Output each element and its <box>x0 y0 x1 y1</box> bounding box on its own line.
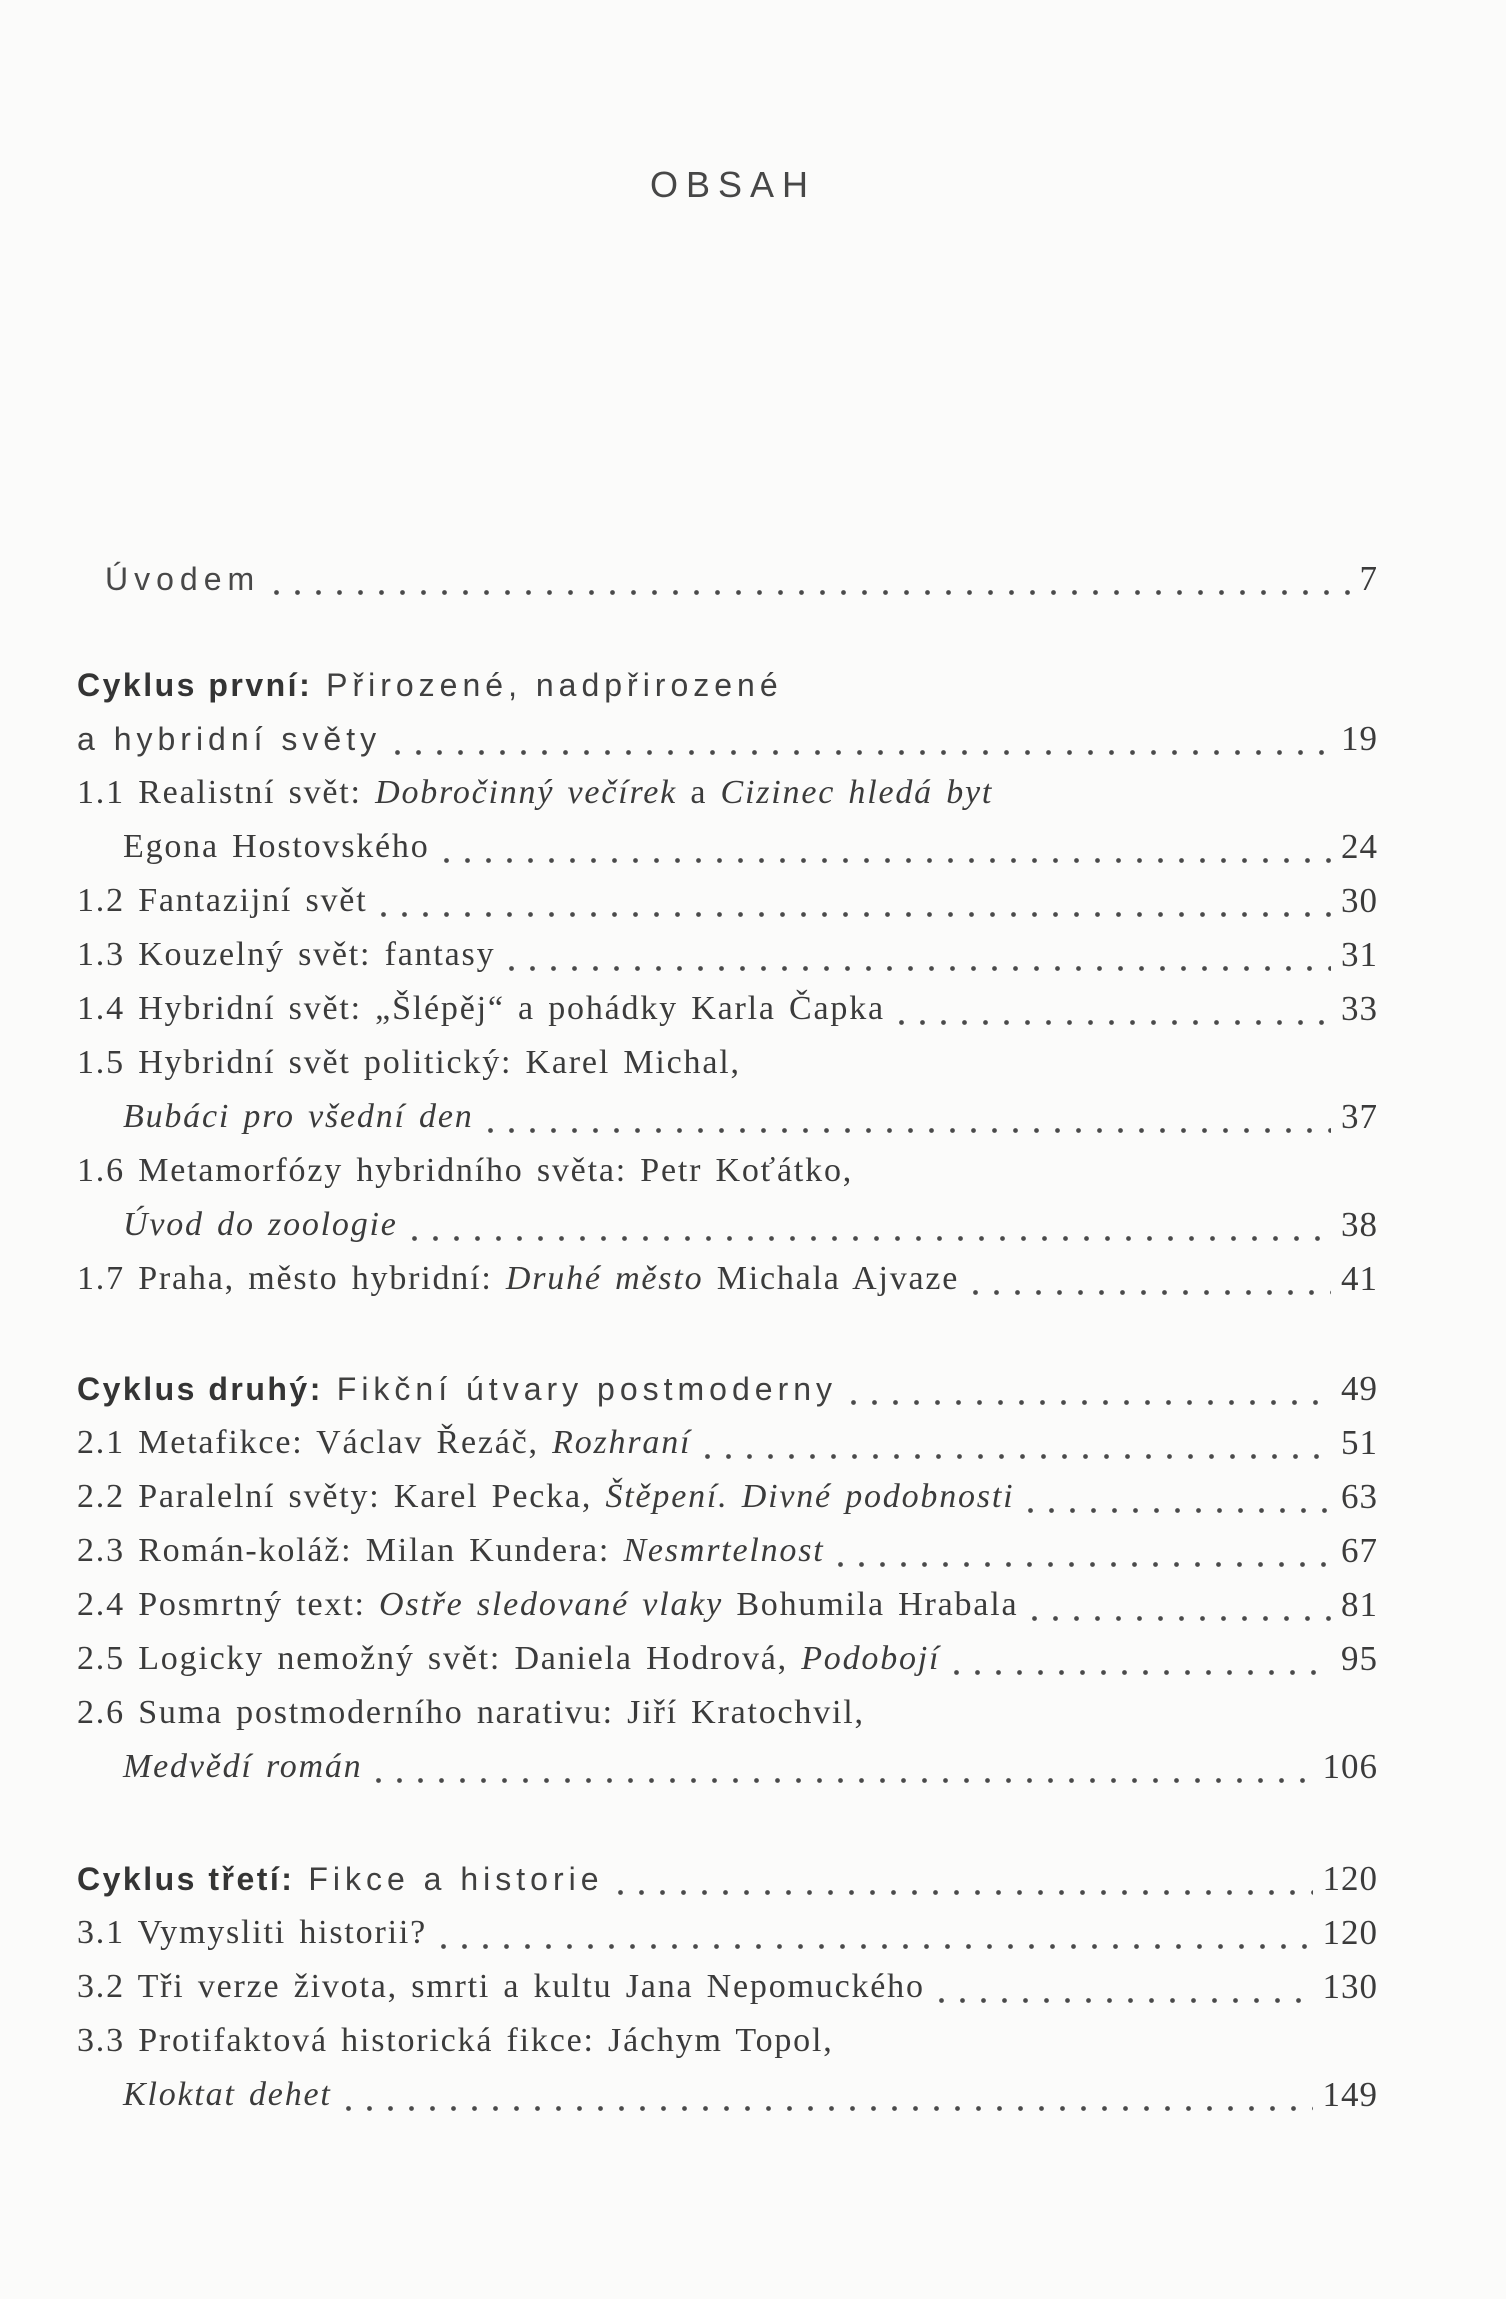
toc-entry <box>77 1036 1378 1090</box>
toc-entry <box>77 982 1378 1036</box>
toc-entry-label: 1.6 Metamorfózy hybridního světa: Petr Koťátko, <box>77 1152 854 1189</box>
dot-leader <box>412 1198 1331 1252</box>
toc-entry-work-title: Ostře sledované vlaky <box>379 1586 724 1623</box>
toc-entry <box>77 2014 1378 2068</box>
dot-leader <box>395 712 1331 766</box>
page-number: 38 <box>1341 1205 1378 1244</box>
dot-leader <box>973 1252 1331 1306</box>
toc-entry-work-title: Cizinec hledá byt <box>720 774 994 811</box>
page-number: 63 <box>1341 1477 1378 1516</box>
page-number: 120 <box>1322 1913 1378 1952</box>
toc-entry-work-title: Rozhraní <box>552 1424 692 1461</box>
toc-entry-label: 1.5 Hybridní svět politický: Karel Michal, <box>77 1044 741 1081</box>
toc-entry <box>77 1416 1378 1470</box>
toc-entry-continuation <box>77 1198 1378 1252</box>
dot-leader <box>381 874 1331 928</box>
toc-section-heading-continuation <box>77 712 1378 766</box>
dot-leader <box>851 1362 1331 1416</box>
page-number: 24 <box>1341 827 1378 866</box>
toc-section-subtitle: a hybridní světy <box>77 721 382 757</box>
toc-section-heading <box>77 1362 1378 1416</box>
toc-entry-label: 1.2 Fantazijní svět <box>77 882 368 919</box>
toc-entry-label: 2.3 Román-koláž: Milan Kundera: <box>77 1532 624 1569</box>
toc-entry-work-title: Kloktat dehet <box>123 2076 332 2113</box>
toc-entry-continuation <box>77 1090 1378 1144</box>
table-of-contents <box>77 552 1378 2122</box>
toc-entry-label: 1.7 Praha, město hybridní: <box>77 1260 506 1297</box>
dot-leader <box>939 1960 1313 2014</box>
page-number: 7 <box>1359 559 1378 598</box>
toc-entry-work-title: Medvědí román <box>123 1748 363 1785</box>
dot-leader <box>509 928 1331 982</box>
toc-entry-label: Bohumila Hrabala <box>723 1586 1019 1623</box>
toc-entry <box>77 766 1378 820</box>
toc-entry-label: Michala Ajvaze <box>703 1260 960 1297</box>
toc-entry-label: Egona Hostovského <box>123 828 430 865</box>
page-number: 30 <box>1341 881 1378 920</box>
toc-section-subtitle: Fikční útvary postmoderny <box>322 1371 838 1407</box>
dot-leader <box>1032 1578 1331 1632</box>
toc-entry-work-title: Štěpení. Divné podobnosti <box>605 1478 1015 1515</box>
page-number: 95 <box>1341 1639 1378 1678</box>
toc-entry-label: 3.2 Tři verze života, smrti a kultu Jana Nepomuckého <box>77 1968 925 2005</box>
toc-entry-continuation <box>77 2068 1378 2122</box>
page-number: 49 <box>1341 1369 1378 1408</box>
dot-leader <box>1028 1470 1331 1524</box>
toc-entry-continuation <box>77 820 1378 874</box>
toc-section-label: Cyklus první: <box>77 667 313 703</box>
toc-entry-continuation <box>77 1740 1378 1794</box>
toc-entry-work-title: Bubáci pro všední den <box>123 1098 474 1135</box>
toc-entry-label: 2.6 Suma postmoderního narativu: Jiří Kratochvil, <box>77 1694 865 1731</box>
dot-leader <box>899 982 1331 1036</box>
toc-entry <box>77 874 1378 928</box>
page-number: 41 <box>1341 1259 1378 1298</box>
page-number: 149 <box>1322 2075 1378 2114</box>
toc-entry-label: Úvodem <box>105 561 261 597</box>
toc-entry-label: 1.1 Realistní svět: <box>77 774 376 811</box>
page-title: OBSAH <box>649 164 817 205</box>
toc-entry-work-title: Dobročinný večírek <box>375 774 678 811</box>
toc-section-label: Cyklus druhý: <box>77 1371 323 1407</box>
toc-section-subtitle: Přirozené, nadpřirozené <box>312 667 783 703</box>
toc-entry <box>77 1524 1378 1578</box>
toc-section-subtitle: Fikce a historie <box>294 1861 604 1897</box>
dot-leader <box>441 1906 1313 1960</box>
toc-entry <box>77 1906 1378 1960</box>
toc-entry-work-title: Druhé město <box>505 1260 704 1297</box>
toc-entry-work-title: Úvod do zoologie <box>123 1206 398 1243</box>
toc-section-heading <box>77 658 1378 712</box>
page-number: 120 <box>1322 1859 1378 1898</box>
page-number: 106 <box>1322 1747 1378 1786</box>
toc-entry <box>77 1578 1378 1632</box>
page-number: 19 <box>1341 719 1378 758</box>
toc-entry <box>77 552 1378 606</box>
dot-leader <box>488 1090 1331 1144</box>
dot-leader <box>954 1632 1331 1686</box>
toc-entry-label: 1.4 Hybridní svět: „Šlépěj“ a pohádky Karla Čapka <box>77 990 885 1027</box>
page-number: 51 <box>1341 1423 1378 1462</box>
page-number: 130 <box>1322 1967 1378 2006</box>
page-number: 67 <box>1341 1531 1378 1570</box>
dot-leader <box>838 1524 1331 1578</box>
page-number: 31 <box>1341 935 1378 974</box>
dot-leader <box>376 1740 1312 1794</box>
toc-entry <box>77 1686 1378 1740</box>
page-number: 81 <box>1341 1585 1378 1624</box>
page-number: 33 <box>1341 989 1378 1028</box>
page-number: 37 <box>1341 1097 1378 1136</box>
toc-entry-label: 3.3 Protifaktová historická fikce: Jáchym Topol, <box>77 2022 834 2059</box>
dot-leader <box>618 1852 1313 1906</box>
toc-entry-label: 2.2 Paralelní světy: Karel Pecka, <box>77 1478 606 1515</box>
toc-section-label: Cyklus třetí: <box>77 1861 295 1897</box>
toc-entry <box>77 1960 1378 2014</box>
dot-leader <box>444 820 1331 874</box>
toc-entry <box>77 1470 1378 1524</box>
dot-leader <box>346 2068 1313 2122</box>
toc-entry <box>77 1252 1378 1306</box>
toc-entry-work-title: Nesmrtelnost <box>623 1532 825 1569</box>
toc-entry-label: 2.5 Logicky nemožný svět: Daniela Hodrová, <box>77 1640 802 1677</box>
toc-entry-label: 1.3 Kouzelný svět: fantasy <box>77 936 496 973</box>
toc-section-heading <box>77 1852 1378 1906</box>
toc-entry-label: 2.1 Metafikce: Václav Řezáč, <box>77 1424 553 1461</box>
toc-entry <box>77 1632 1378 1686</box>
toc-entry-label: 3.1 Vymysliti historii? <box>77 1914 427 1951</box>
toc-entry-label: a <box>677 774 721 811</box>
toc-entry <box>77 928 1378 982</box>
toc-entry <box>77 1144 1378 1198</box>
dot-leader <box>705 1416 1331 1470</box>
toc-entry-work-title: Podobojí <box>801 1640 941 1677</box>
toc-entry-label: 2.4 Posmrtný text: <box>77 1586 379 1623</box>
dot-leader <box>274 552 1349 606</box>
